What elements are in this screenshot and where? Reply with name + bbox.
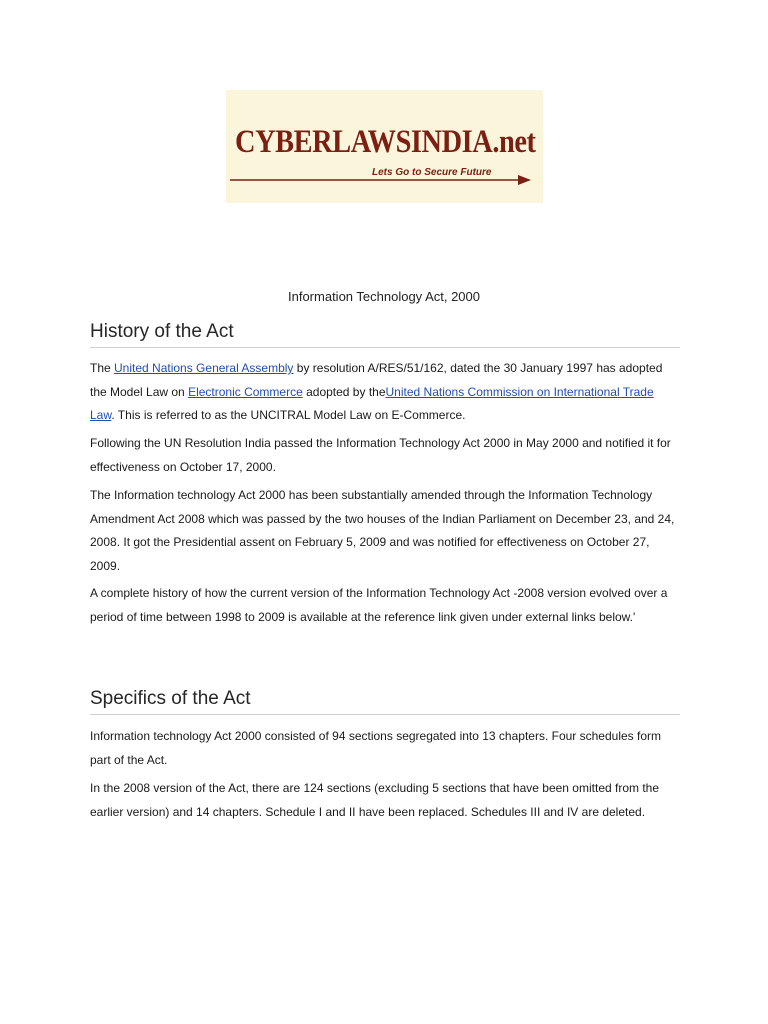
- logo-site-name: CYBERLAWSINDIA.net: [235, 124, 536, 160]
- history-paragraph-4: A complete history of how the current version of the Information Technology Act -2008 version evolved over a period of time between 1998 to 2009 is available at the reference link given under external links below.': [90, 586, 668, 624]
- link-electronic-commerce[interactable]: Electronic Commerce: [188, 384, 303, 399]
- history-paragraph-3: The Information technology Act 2000 has been substantially amended through the Information Technology Amendment Act 2008 which was passed by the two houses of the Indian Parliament on December 23, and 24, 2008. It got the Presidential assent on February 5, 2009 and was notified for effectiveness on October 27, 2009.: [90, 488, 675, 573]
- link-uncitral[interactable]: United Nations Commission on International Trade Law: [90, 384, 654, 422]
- logo-tagline: Lets Go to Secure Future: [372, 167, 492, 178]
- site-logo: [226, 90, 543, 203]
- link-un-general-assembly[interactable]: United Nations General Assembly: [114, 361, 294, 375]
- history-paragraph-1: [90, 357, 680, 428]
- history-heading: History of the Act: [90, 322, 680, 348]
- logo-arrow-icon: [230, 173, 532, 185]
- specifics-heading: Specifics of the Act: [90, 689, 680, 715]
- text-span: adopted by the: [302, 384, 386, 399]
- text-span: The: [90, 361, 115, 375]
- text-span: by resolution A/RES/51/162, dated the 30 January 1997 has adopted the Model Law on: [90, 361, 663, 399]
- specifics-paragraph-2: In the 2008 version of the Act, there are 124 sections (excluding 5 sections that have been omitted from the earlier version) and 14 chapters. Schedule I and II have been replaced. Schedules III and IV are deleted.: [90, 781, 660, 819]
- history-paragraph-2: Following the UN Resolution India passed the Information Technology Act 2000 in May 2000 and notified it for effectiveness on October 17, 2000.: [90, 436, 671, 474]
- specifics-paragraph-1: Information technology Act 2000 consisted of 94 sections segregated into 13 chapters. Four schedules form part of the Act.: [90, 729, 662, 767]
- text-span: . This is referred to as the UNCITRAL Model Law on E-Commerce.: [111, 408, 466, 422]
- document-title: Information Technology Act, 2000: [288, 289, 480, 304]
